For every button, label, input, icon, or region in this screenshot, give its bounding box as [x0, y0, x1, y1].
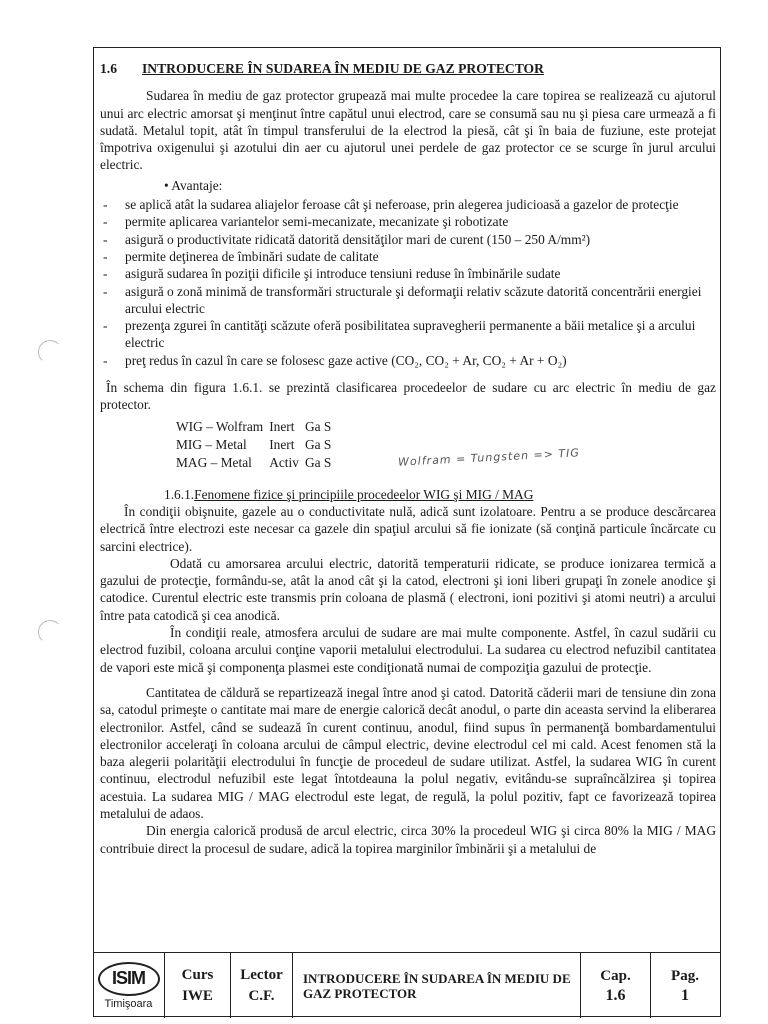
body-paragraph: Din energia calorică produsă de arcul electric, circa 30% la procedeul WIG şi circa 80% la MIG / MAG contribuie direct la procesul de sudare, adică la topirea marginilor îmbinării şi a metalului de	[100, 823, 716, 856]
table-row: MIG – Metal Inert Ga S	[176, 436, 332, 452]
chapter-label: Cap.	[600, 968, 631, 984]
section-title: INTRODUCERE ÎN SUDAREA ÎN MEDIU DE GAZ PROTECTOR	[142, 61, 544, 76]
page-label: Pag.	[671, 968, 699, 984]
footer-course-cell	[165, 953, 231, 1018]
punch-hole-mark	[38, 620, 62, 644]
list-item: - se aplică atât la sudarea aliajelor feroase cât şi neferoase, prin alegerea judicioasă a gazelor de protecţie	[103, 197, 679, 213]
advantages-label: • Avantaje:	[164, 177, 223, 193]
list-item: - asigură o zonă minimă de transformări structurale şi deformaţii relativ scăzute datorită concentrării energiei arcului electric	[103, 283, 702, 316]
subsection-heading	[164, 486, 716, 503]
course-label: Curs	[181, 966, 214, 983]
list-item: - asigură sudarea în poziţii dificile şi introduce tensiuni reduse în îmbinările sudate	[103, 266, 561, 282]
chapter-value: 1.6	[605, 987, 626, 1004]
logo-city: Timişoara	[104, 997, 153, 1010]
footer-chapter-cell	[581, 953, 651, 1018]
footer-lector-cell	[231, 953, 293, 1018]
subsection-title: Fenomene fizice şi principiile procedeelor WIG şi MIG / MAG	[194, 486, 534, 502]
schema-paragraph: În schema din figura 1.6.1. se prezintă clasificarea procedeelor de sudare cu arc electric în mediu de gaz protector.	[100, 380, 716, 413]
body-paragraph: Cantitatea de căldură se repartizează inegal între anod şi catod. Datorită căderii mari de tensiune din zona sa, catodul primeşte o cantitate mai mare de energie calorică decât anodul, o parte din aceasta servind la eliberarea electronilor. Astfel, când se sudează în curent continuu, anodul, fiind supus în permanenţă bombardamentului electronilor acceleraţi în coloana arcului de câmpul electric, devine electrodul cel mi cald. Acest fenomen stă la baza alegerii polarităţii electrodului în funcţie de procedeul de sudare utilizat. Astfel, la sudarea WIG în curent continuu, electrodul nefuzibil este legat întotdeauna la polul negativ, evitându-se supraîncălzirea şi topirea acestuia. La sudarea MIG / MAG electrodul este legat, de regulă, la polul pozitiv, fapt ce favorizează topirea metalului de adaos.	[100, 684, 716, 821]
isim-logo: ISIM	[98, 962, 160, 996]
lector-value: C.F.	[248, 987, 275, 1004]
body-paragraph: În condiţii reale, atmosfera arcului de sudare are mai multe componente. Astfel, în cazul sudării cu electrod fuzibil, coloana arcului conţine vaporii metalului electrodului. La sudarea cu electrod nefuzibil cantitatea de vapori este mică şi componenţa plasmei este condiţionată numai de compoziţia gazului de protecţie.	[100, 625, 716, 675]
subsection-number: 1.6.1.	[164, 486, 195, 502]
abbreviations-table	[176, 418, 337, 472]
footer-title-cell	[293, 953, 581, 1018]
section-heading	[100, 60, 716, 77]
body-paragraph: Odată cu amorsarea arcului electric, datorită temperaturii ridicate, se produce ionizarea termică a gazului de protecţie, formându-se, atât la anod cât şi la catod, electroni şi ioni liberi grupaţi în zonele anodice şi catodice. Curentul electric este transmis prin coloana de plasmă ( electroni, ioni pozitivi şi atomi neutri) a arcului între pata catodică şi cea anodică.	[100, 555, 716, 623]
footer-title: INTRODUCERE ÎN SUDAREA ÎN MEDIU DE GAZ PROTECTOR	[303, 970, 571, 1001]
table-row: MAG – Metal Activ Ga S	[176, 454, 332, 470]
lector-label: Lector	[240, 966, 283, 983]
advantages-list	[100, 196, 716, 369]
punch-hole-mark	[38, 340, 62, 364]
list-item: - preţ redus în cazul în care se folosesc gaze active (CO₂, CO₂ + Ar, CO₂ + Ar + O₂)	[103, 352, 567, 368]
course-value: IWE	[182, 987, 213, 1004]
list-item: - prezenţa zgurei în cantităţi scăzute oferă posibilitatea supravegherii permanente a băii metalice şi a arcului electric	[103, 318, 696, 351]
list-item: - permite aplicarea variantelor semi-mecanizate, mecanizate şi robotizate	[103, 214, 509, 230]
section-number: 1.6	[100, 61, 117, 76]
table-row: WIG – Wolfram Inert Ga S	[176, 418, 332, 434]
page-value: 1	[681, 987, 689, 1004]
body-paragraph: În condiţii obişnuite, gazele au o conductivitate nulă, adică sunt izolatoare. Pentru a se produce descărcarea electrică între electrozi este necesar ca gazele din spaţiul arcului să fie ionizate (să conţină particule încărcate cu sarcini electrice).	[100, 503, 716, 554]
list-item: - asigură o productivitate ridicată datorită densităţilor mari de curent (150 – 250 A/mm²)	[103, 231, 591, 247]
list-item: - permite deţinerea de îmbinări sudate de calitate	[103, 248, 379, 264]
page-footer	[93, 952, 721, 1018]
footer-page-cell	[651, 953, 719, 1018]
handwritten-note: Wolfram = Tungsten => TIG	[397, 446, 581, 469]
intro-paragraph: Sudarea în mediu de gaz protector grupează mai multe procedee la care topirea se realizează cu ajutorul unui arc electric amorsat şi menţinut între capătul unui electrod, care se consumă sau nu şi piesa care urmează a fi sudată. Metalul topit, atât în timpul transferului de la electrod la piesă, cât şi în baia de fuziune, este protejat împotriva oxigenului şi azotului din aer cu ajutorul unei perdele de gaz protector ce se scurge în jurul arcului electric.	[100, 88, 716, 173]
footer-logo-cell	[93, 953, 165, 1018]
